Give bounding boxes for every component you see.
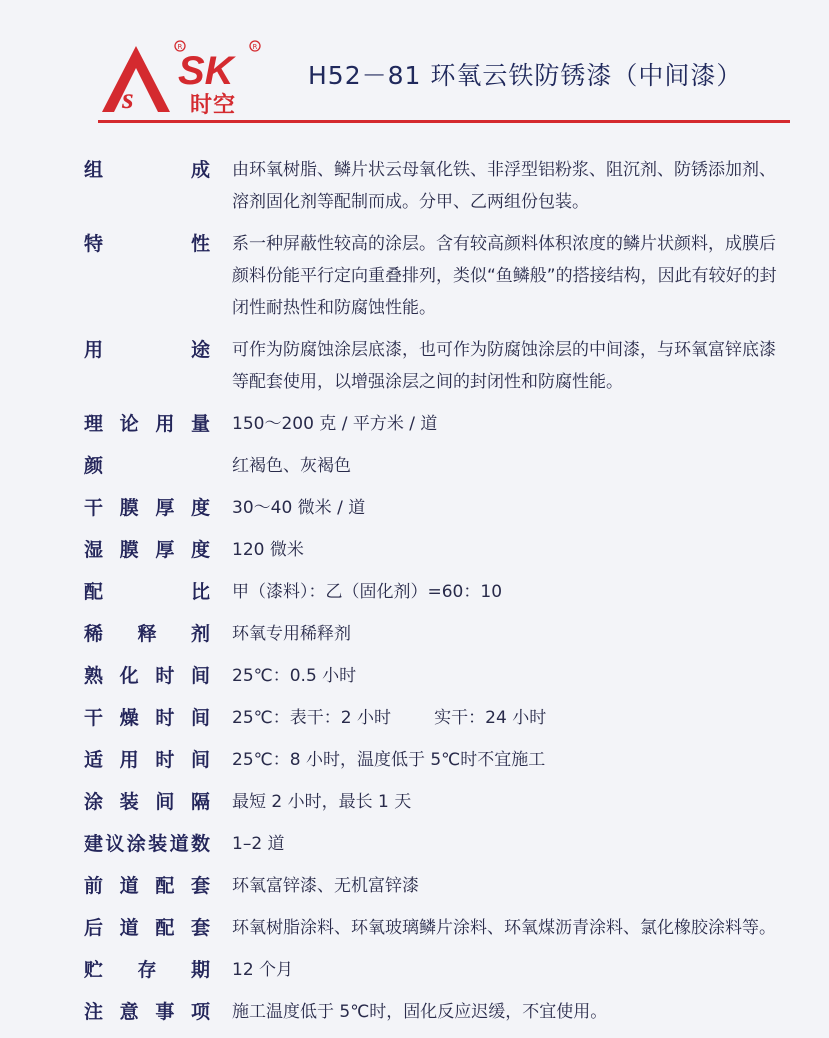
spec-value: 施工温度低于 5℃时，固化反应迟缓，不宜使用。 [232,1002,608,1022]
spec-label: 特 性 [84,233,210,255]
header [0,0,829,130]
spec-row [84,534,794,566]
spec-row [84,660,794,692]
spec-row [84,408,794,440]
spec-row [84,744,794,776]
spec-label: 贮 存 期 [84,959,210,981]
spec-row [84,334,794,398]
spec-value: 环氧树脂涂料、环氧玻璃鳞片涂料、环氧煤沥青涂料、氯化橡胶涂料等。 [232,918,776,938]
spec-value: 最短 2 小时，最长 1 天 [232,792,412,812]
spec-value: 25℃：0.5 小时 [232,666,357,686]
spec-label: 稀 释 剂 [84,623,210,645]
spec-label: 注 意 事 项 [84,1001,210,1023]
spec-row [84,870,794,902]
spec-value: 可作为防腐蚀涂层底漆，也可作为防腐蚀涂层的中间漆，与环氧富锌底漆等配套使用，以增强涂层之间的封闭性和防腐性能。 [232,340,776,392]
spec-value: 25℃：表干：2 小时 实干：24 小时 [232,708,547,728]
spec-value: 120 微米 [232,540,304,560]
spec-label: 干 燥 时 间 [84,707,210,729]
spec-value: 30～40 微米 / 道 [232,498,366,518]
spec-value: 红褐色、灰褐色 [232,456,351,476]
spec-value: 由环氧树脂、鳞片状云母氧化铁、非浮型铝粉浆、阻沉剂、防锈添加剂、溶剂固化剂等配制而成。分甲、乙两组份包装。 [232,160,776,212]
svg-text:s: s [122,82,134,115]
spec-label: 组 成 [84,159,210,181]
spec-row [84,702,794,734]
page-title: H52－81 环氧云铁防锈漆（中间漆） [308,61,743,90]
spec-table [84,154,794,1038]
spec-row [84,228,794,324]
spec-label: 涂 装 间 隔 [84,791,210,813]
spec-label: 建 议 涂 装 道 数 [84,833,210,855]
spec-value: 1–2 道 [232,834,285,854]
spec-value: 环氧专用稀释剂 [232,624,351,644]
logo-brand-mark: SK [178,49,234,93]
spec-row [84,492,794,524]
spec-row [84,954,794,986]
spec-label: 熟 化 时 间 [84,665,210,687]
header-divider [98,120,790,123]
spec-row [84,450,794,482]
spec-label: 湿 膜 厚 度 [84,539,210,561]
spec-value: 甲（漆料）：乙（固化剂）=60：10 [232,582,503,602]
spec-row [84,912,794,944]
spec-row [84,996,794,1028]
spec-value: 150～200 克 / 平方米 / 道 [232,414,438,434]
spec-label: 后 道 配 套 [84,917,210,939]
spec-value: 环氧富锌漆、无机富锌漆 [232,876,419,896]
spec-label: 前 道 配 套 [84,875,210,897]
spec-row [84,154,794,218]
spec-label: 配 比 [84,581,210,603]
spec-value: 25℃：8 小时，温度低于 5℃时不宜施工 [232,750,546,770]
spec-label: 颜 [84,455,104,477]
svg-text:R: R [252,43,258,51]
spec-label: 适 用 时 间 [84,749,210,771]
spec-row [84,576,794,608]
brand-logo [100,40,270,118]
spec-value: 12 个月 [232,960,294,980]
spec-label: 理 论 用 量 [84,413,210,435]
spec-label: 用 途 [84,339,210,361]
spec-value: 系一种屏蔽性较高的涂层。含有较高颜料体积浓度的鳞片状颜料，成膜后颜料份能平行定向重叠排列，类似“鱼鳞般”的搭接结构，因此有较好的封闭性耐热性和防腐蚀性能。 [232,234,777,318]
svg-text:R: R [177,43,183,51]
spec-row [84,786,794,818]
spec-label: 干 膜 厚 度 [84,497,210,519]
spec-row [84,618,794,650]
spec-row [84,828,794,860]
logo-text: 时空 [190,93,237,118]
